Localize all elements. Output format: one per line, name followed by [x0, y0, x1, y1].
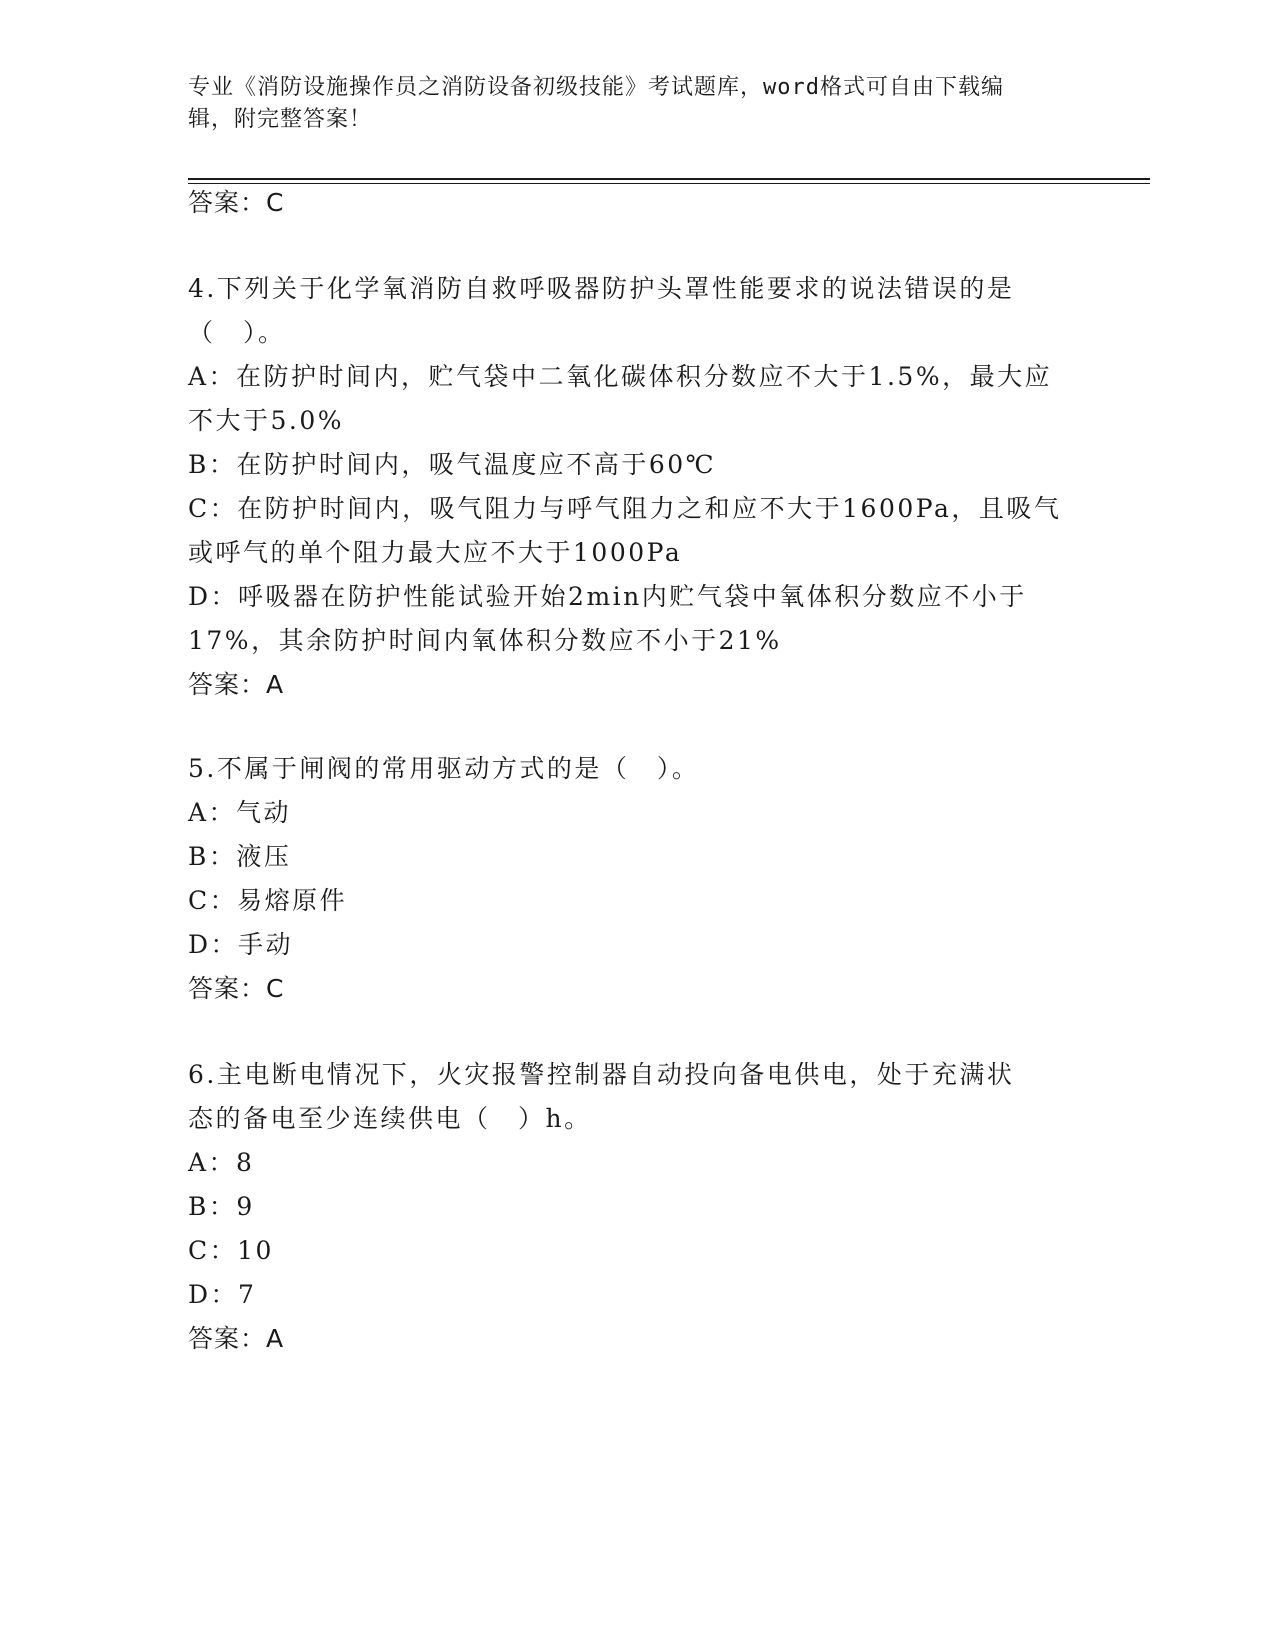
question-5-stem: 5.不属于闸阀的常用驱动方式的是（ ）。	[188, 754, 700, 783]
question-5-option-a: A：气动	[188, 798, 292, 827]
question-4-option-d-line-1: D：呼吸器在防护性能试验开始2min内贮气袋中氧体积分数应不小于	[188, 582, 1027, 611]
question-4-option-b: B：在防护时间内，吸气温度应不高于60℃	[188, 450, 717, 479]
header-line-1: 专业《消防设施操作员之消防设备初级技能》考试题库，word格式可自由下载编	[188, 75, 1004, 100]
header-divider-thin	[188, 183, 1150, 184]
header-line-2: 辑，附完整答案！	[188, 107, 373, 132]
question-4-stem-line-2: （ ）。	[188, 318, 286, 347]
question-5-answer: 答案：C	[188, 974, 285, 1003]
previous-answer: 答案：C	[188, 188, 285, 217]
question-6-stem-line-1: 6.主电断电情况下，火灾报警控制器自动投向备电供电，处于充满状	[188, 1060, 1015, 1089]
question-5-option-d: D：手动	[188, 930, 294, 959]
question-6-option-b: B：9	[188, 1192, 255, 1221]
document-header	[188, 72, 1088, 136]
question-4-option-c-line-2: 或呼气的单个阻力最大应不大于1000Pa	[188, 538, 683, 567]
question-4-option-d-line-2: 17%，其余防护时间内氧体积分数应不小于21%	[188, 626, 782, 655]
question-5-option-b: B：液压	[188, 842, 292, 871]
question-6-answer: 答案：A	[188, 1324, 285, 1353]
question-6-option-a: A：8	[188, 1148, 255, 1177]
question-6-option-d: D：7	[188, 1280, 257, 1309]
question-4-option-a-line-2: 不大于5.0%	[188, 406, 345, 435]
question-5-option-c: C：易熔原件	[188, 886, 348, 915]
question-4-answer: 答案：A	[188, 670, 285, 699]
question-6-stem-line-2: 态的备电至少连续供电（ ）h。	[188, 1104, 592, 1133]
header-divider-thick	[188, 178, 1150, 180]
question-4-stem-line-1: 4.下列关于化学氧消防自救呼吸器防护头罩性能要求的说法错误的是	[188, 274, 1015, 303]
question-4-option-a-line-1: A：在防护时间内，贮气袋中二氧化碳体积分数应不大于1.5%，最大应	[188, 362, 1053, 391]
question-4-option-c-line-1: C：在防护时间内，吸气阻力与呼气阻力之和应不大于1600Pa，且吸气	[188, 494, 1062, 523]
question-6-option-c: C：10	[188, 1236, 274, 1265]
